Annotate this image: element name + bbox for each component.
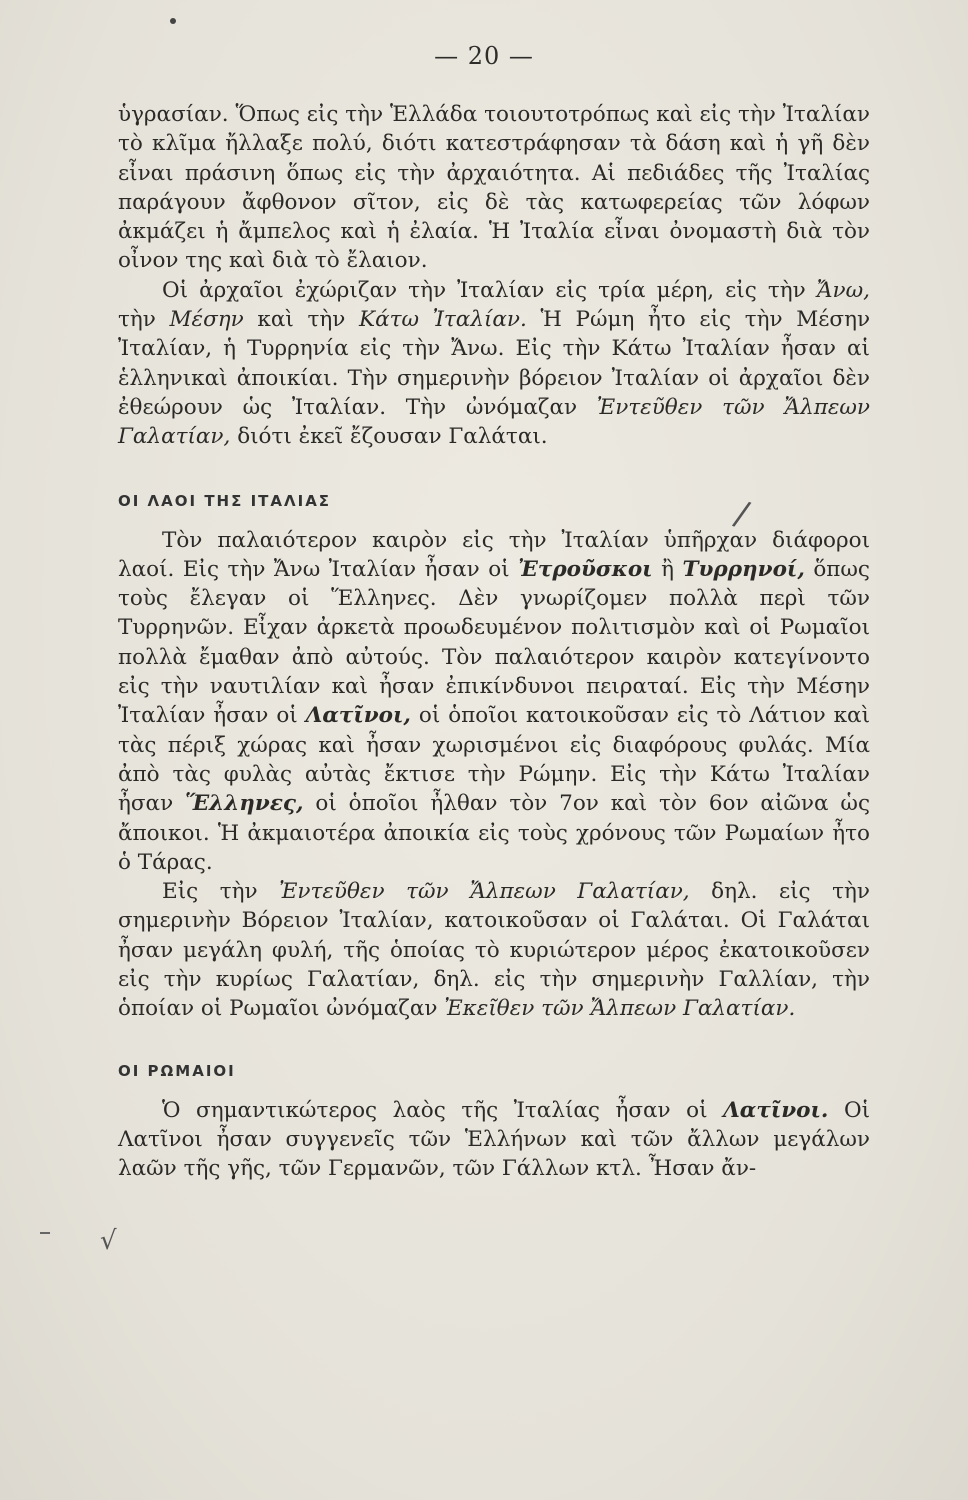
body-text: [118, 100, 870, 1184]
page-number: — 20 —: [434, 42, 534, 70]
intro-paragraph-2: Οἱ ἀρχαῖοι ἐχώριζαν τὴν Ἰταλίαν εἰς τρία μέρη, εἰς τὴν Ἄνω, τὴν Μέσην καὶ τὴν Κάτω Ἰταλίαν. Ἡ Ρώμη ἦτο εἰς τὴν Μέσην Ἰταλίαν, ἡ Τυρρηνία εἰς τὴν Ἄνω. Εἰς τὴν Κάτω Ἰταλίαν ἦσαν αἱ ἑλληνικαὶ ἀποικίαι. Τὴν σημερινὴν βόρειον Ἰταλίαν οἱ ἀρχαῖοι δὲν ἐθεώρουν ὡς Ἰταλίαν. Τὴν ὠνόμαζαν Ἐντεῦθεν τῶν Ἄλπεων Γαλατίαν, διότι ἐκεῖ ἔζουσαν Γαλάται.: [118, 277, 871, 450]
peoples-paragraph-2: Εἰς τὴν Ἐντεῦθεν τῶν Ἄλπεων Γαλατίαν, δηλ. εἰς τὴν σημερινὴν Βόρειον Ἰταλίαν, κατοικοῦσαν οἱ Γαλάται. Οἱ Γαλάται ἦσαν μεγάλη φυλή, τῆς ὁποίας τὸ κυριώτερον μέρος ἐκατοικοῦσεν εἰς τὴν κυρίως Γαλατίαν, δηλ. εἰς τὴν σημερινὴν Γαλλίαν, τὴν ὁποίαν οἱ Ρωμαῖοι ὠνόμαζαν Ἐκεῖθεν τῶν Ἄλπεων Γαλατίαν.: [118, 879, 870, 1022]
pencil-check-mark: √: [100, 1226, 117, 1256]
romans-paragraph-1: Ὁ σημαντικώτερος λαὸς τῆς Ἰταλίας ἦσαν οἱ Λατῖνοι. Οἱ Λατῖνοι ἦσαν συγγενεῖς τῶν Ἑλλήνων καὶ τῶν ἄλλων μεγάλων λαῶν τῆς γῆς, τῶν Γερμανῶν, τῶν Γάλλων κτλ. Ἦσαν ἄν-: [118, 1097, 870, 1182]
section-heading-peoples: ΟΙ ΛΑΟΙ ΤΗΣ ΙΤΑΛΙΑΣ: [118, 491, 332, 510]
intro-paragraph-1: ὑγρασίαν. Ὅπως εἰς τὴν Ἑλλάδα τοιουτοτρόπως καὶ εἰς τὴν Ἰταλίαν τὸ κλῖμα ἤλλαξε πολύ, διότι κατεστράφησαν τὰ δάση καὶ ἡ γῆ δὲν εἶναι πράσινη ὅπως εἰς τὴν ἀρχαιότητα. Αἱ πεδιάδες τῆς Ἰταλίας παράγουν ἄφθονον σῖτον, εἰς δὲ τὰς κατωφερείας τῶν λόφων ἀκμάζει ἡ ἄμπελος καὶ ἡ ἐλαία. Ἡ Ἰταλία εἶναι ὀνομαστὴ διὰ τὸν οἶνον της καὶ διὰ τὸ ἔλαιον.: [118, 102, 870, 274]
margin-dash-mark: [40, 1232, 50, 1234]
pencil-slash-mark: /: [730, 493, 754, 535]
section-heading-romans: ΟΙ ΡΩΜΑΙΟΙ: [118, 1061, 236, 1080]
peoples-paragraph-1: Τὸν παλαιότερον καιρὸν εἰς τὴν Ἰταλίαν ὑπῆρχαν διάφοροι λαοί. Εἰς τὴν Ἄνω Ἰταλίαν ἦσαν οἱ Ἐτροῦσκοι ἢ Τυρρηνοί, ὅπως τοὺς ἔλεγαν οἱ Ἕλληνες. Δὲν γνωρίζομεν πολλὰ περὶ τῶν Τυρρηνῶν. Εἶχαν ἀρκετὰ προωδευμένον πολιτισμὸν καὶ οἱ Ρωμαῖοι πολλὰ ἔμαθαν ἀπὸ αὐτούς. Τὸν παλαιότερον καιρὸν κατεγίνοντο εἰς τὴν ναυτιλίαν καὶ ἦσαν ἐπικίνδυνοι πειραταί. Εἰς τὴν Μέσην Ἰταλίαν ἦσαν οἱ Λατῖνοι, οἱ ὁποῖοι κατοικοῦσαν εἰς τὸ Λάτιον καὶ τὰς πέριξ χώρας καὶ ἦσαν χωρισμένοι εἰς διαφόρους φυλάς. Μία ἀπὸ τὰς φυλὰς αὐτὰς ἔκτισε τὴν Ρώμην. Εἰς τὴν Κάτω Ἰταλίαν ἦσαν Ἕλληνες, οἱ ὁποῖοι ἦλθαν τὸν 7ον καὶ τὸν 6ον αἰῶνα ὡς ἄποικοι. Ἡ ἀκμαιοτέρα ἀποικία εἰς τοὺς χρόνους τῶν Ρωμαίων ἦτο ὁ Τάρας.: [118, 527, 870, 875]
ink-dot: [170, 18, 176, 24]
